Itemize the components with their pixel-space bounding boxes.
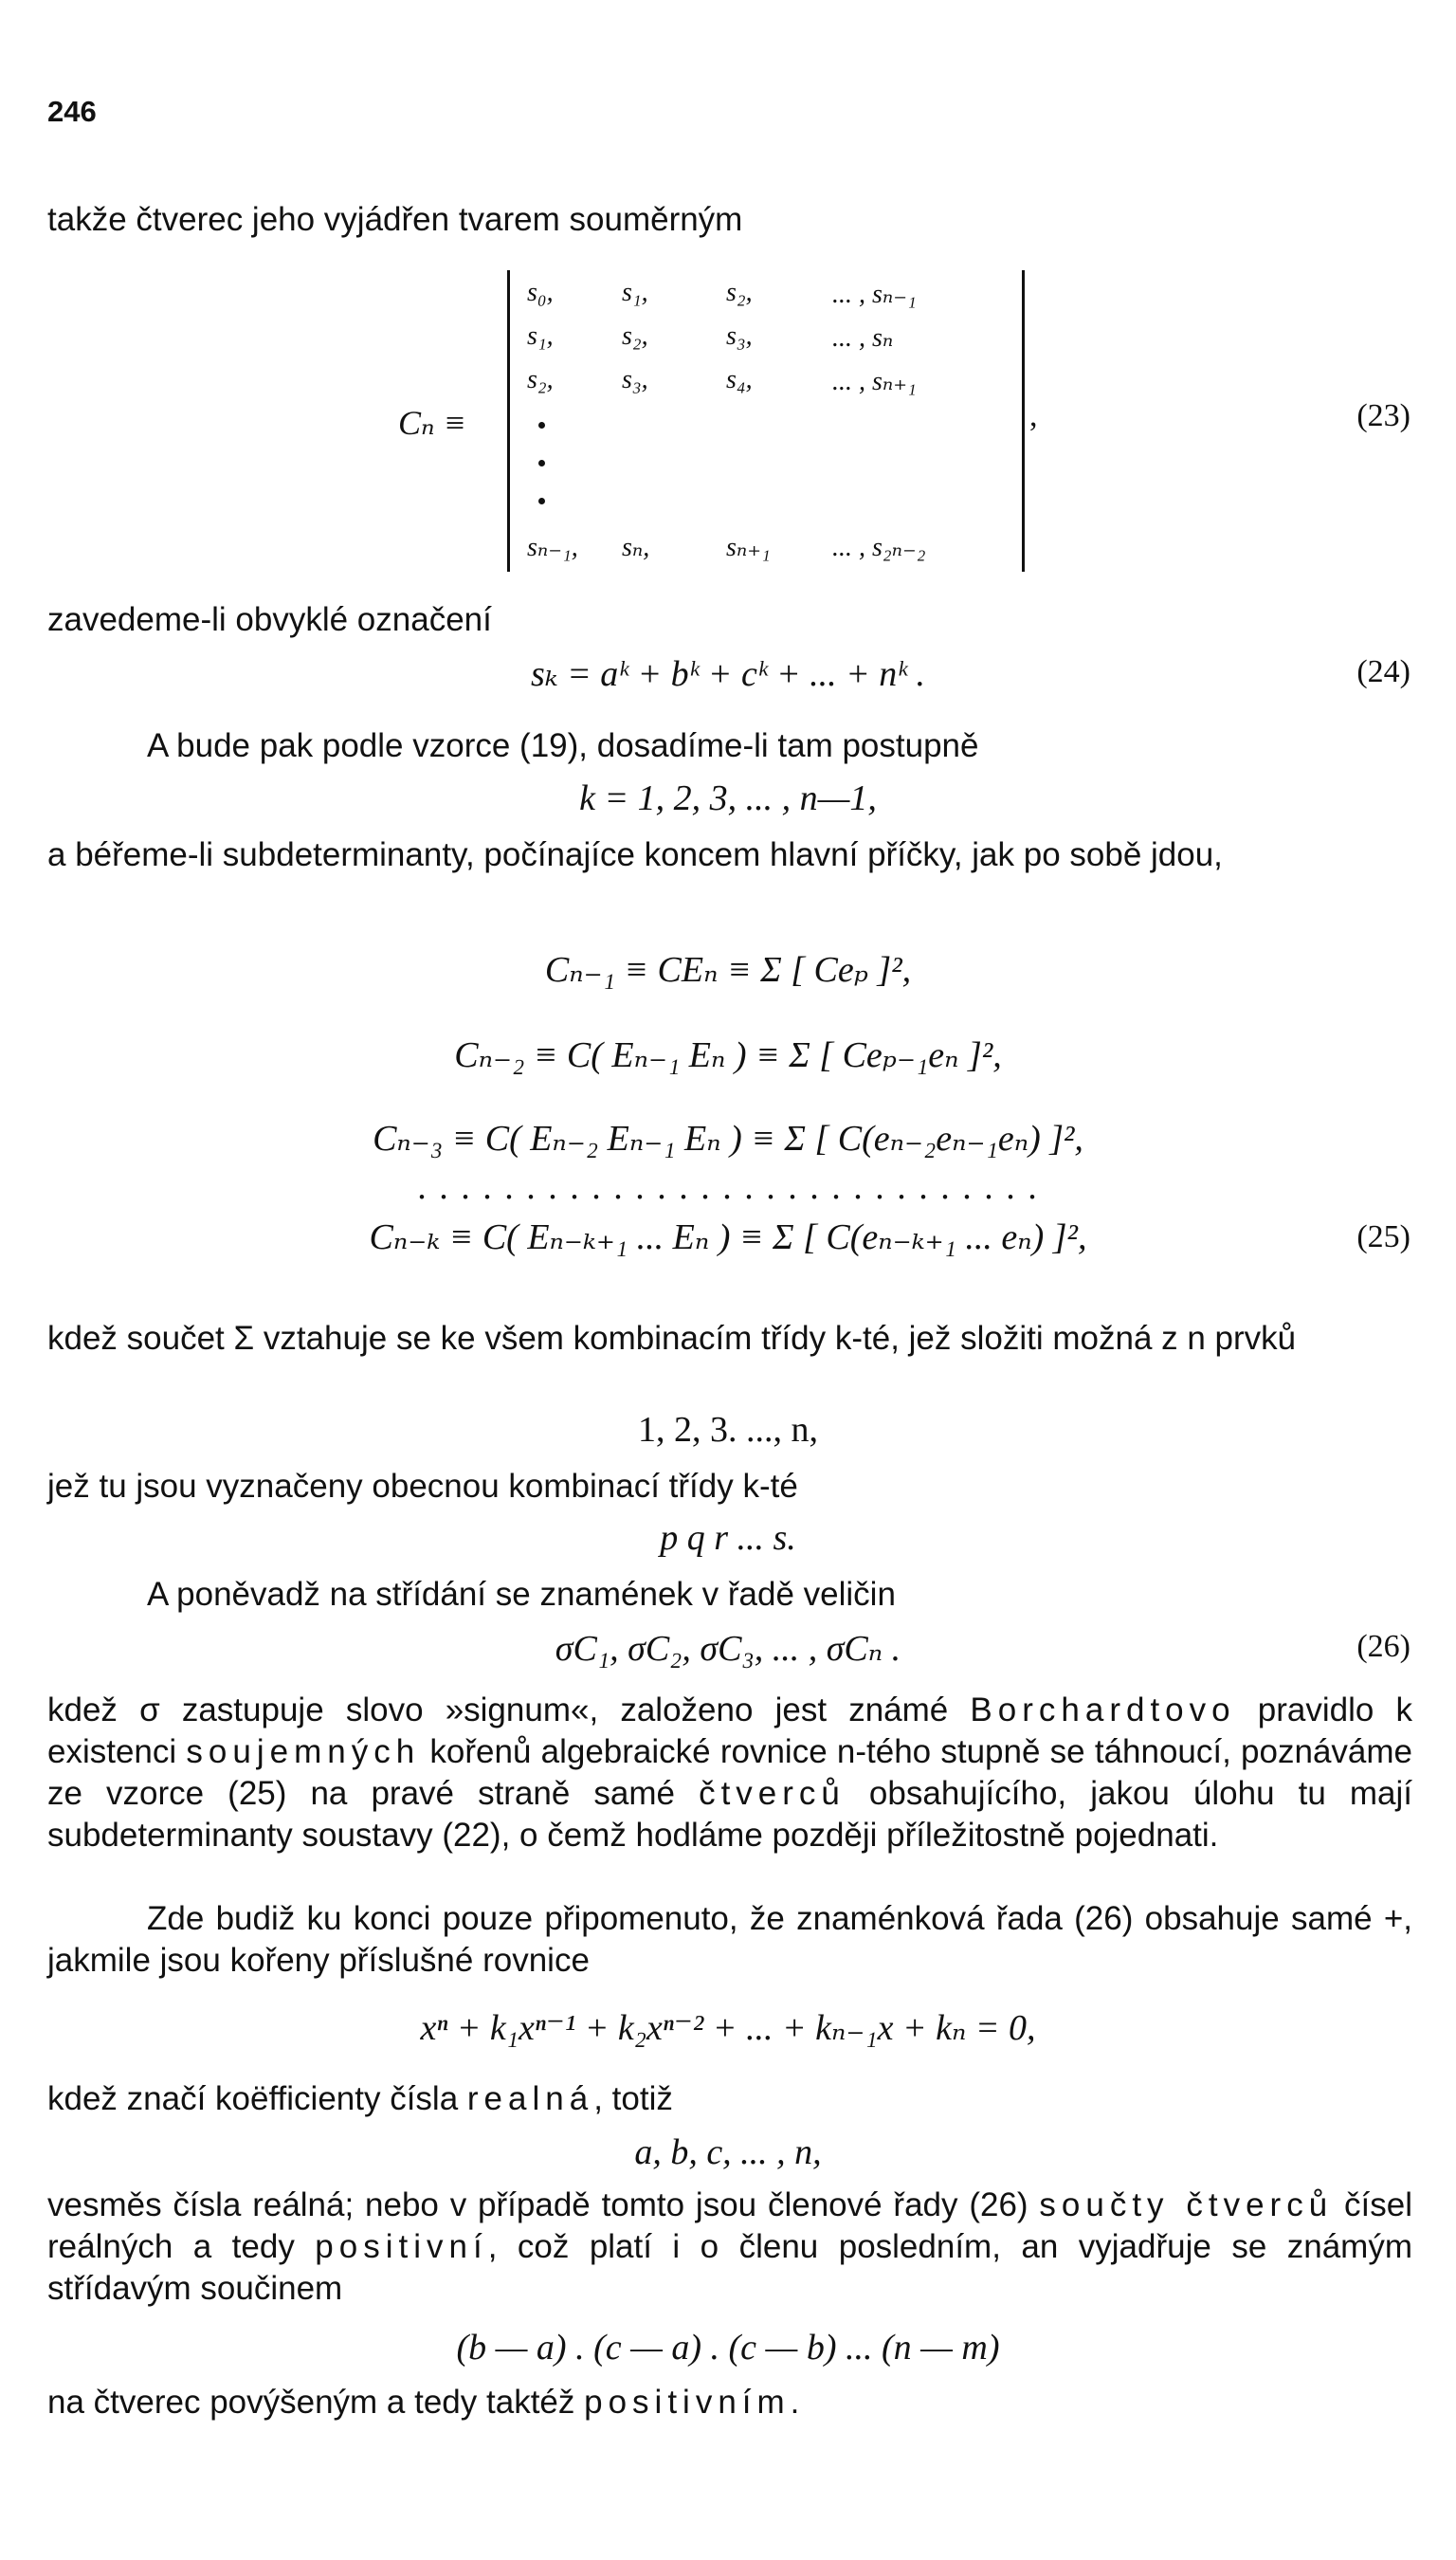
paragraph-sigma-text-2: pravidlo k existenci [47, 1691, 1412, 1770]
equation-number-24: (24) [1356, 654, 1410, 689]
matrix-cell: s₃, [726, 321, 753, 351]
matrix-cell: sₙ, [622, 533, 650, 562]
matrix-cell: ... , sₙ₋₁ [832, 280, 917, 309]
sequence-1-to-n: 1, 2, 3. ..., n, [638, 1410, 818, 1450]
matrix-cell: ... , sₙ [832, 323, 894, 353]
equation-number-26: (26) [1356, 1629, 1410, 1664]
k-values: k = 1, 2, 3, ... , n—1, [579, 778, 877, 818]
paragraph-sigma-text-1: kdež σ zastupuje slovo »signum«, založeno jest známé [47, 1691, 971, 1728]
matrix-comma: , [1029, 398, 1038, 433]
equation-25-dots: . . . . . . . . . . . . . . . . . . . . . . . . . . . . . [417, 1167, 1039, 1207]
vertical-dot [538, 460, 545, 466]
line-jez: jež tu jsou vyznačeny obecnou kombinací třídy k-té [47, 1468, 798, 1505]
spaced-positivni: positivní [315, 2228, 488, 2265]
spaced-borchardtovo: Borchardtovo [970, 1691, 1236, 1728]
polynomial-equation: xⁿ + k₁xⁿ⁻¹ + k₂xⁿ⁻² + ... + kₙ₋₁x + kₙ = 0, [420, 2008, 1036, 2048]
equation-26: σC₁, σC₂, σC₃, ... , σCₙ . [555, 1629, 901, 1669]
spaced-realna: realná [466, 2080, 594, 2117]
paragraph-sigma [47, 1690, 1412, 1856]
paragraph-soucet: kdež součet Σ vztahuje se ke všem kombinacím třídy k-té, jež složiti možná z n prvků [47, 1320, 1297, 1357]
paragraph-bereme: a béřeme-li subdeterminanty, počínajíce koncem hlavní příčky, jak po sobě jdou, [47, 836, 1223, 873]
paragraph-vesmes-text-2: čísel reálných a tedy [47, 2186, 1412, 2265]
line-koeficienty [47, 2078, 1412, 2120]
spaced-ctvercu: čtverců [699, 1775, 846, 1812]
matrix-cell: s₂, [622, 321, 648, 351]
equation-25-line-1: Cₙ₋₁ ≡ CEₙ ≡ Σ [ Ceₚ ]², [544, 950, 912, 990]
equation-number-25: (25) [1356, 1219, 1410, 1254]
matrix-cell: ... , s₂ₙ₋₂ [832, 533, 926, 562]
equation-25-line-2: Cₙ₋₂ ≡ C( Eₙ₋₁ Eₙ ) ≡ Σ [ Ceₚ₋₁eₙ ]², [454, 1035, 1002, 1075]
matrix-cell: s₀, [527, 278, 554, 307]
equation-24: sₖ = aᵏ + bᵏ + cᵏ + ... + nᵏ . [531, 654, 925, 694]
equation-number-23: (23) [1356, 398, 1410, 433]
page-number: 246 [47, 95, 97, 128]
matrix-cell: sₙ₋₁, [527, 533, 578, 562]
paragraph-vesmes-text-1: vesměs čísla reálná; nebo v případě tomto jsou členové řady (26) [47, 2186, 1040, 2223]
spaced-soujemnych: soujemných [186, 1733, 421, 1770]
spaced-positivnim: positivním [584, 2384, 791, 2421]
matrix-cell: s₁, [622, 278, 648, 307]
line-final-text-1: na čtverec povýšeným a tedy taktéž [47, 2384, 585, 2421]
line-ponevadz: A poněvadž na střídání se znamének v řadě veličin [147, 1576, 896, 1613]
determinant-matrix [507, 270, 1025, 572]
line-bude: A bude pak podle vzorce (19), dosadíme-li tam postupně [147, 727, 979, 764]
line-zavedeme: zavedeme-li obvyklé označení [47, 601, 492, 638]
equation-25-line-3: Cₙ₋₃ ≡ C( Eₙ₋₂ Eₙ₋₁ Eₙ ) ≡ Σ [ C(eₙ₋₂eₙ₋₁eₙ) ]², [373, 1119, 1083, 1159]
intro-line: takže čtverec jeho vyjádřen tvarem souměrným [47, 201, 743, 238]
paragraph-zde: Zde budiž ku konci pouze připomenuto, že znaménková řada (26) obsahuje samé +, jakmile jsou kořeny příslušné rovnice [47, 1900, 1412, 1979]
line-final [47, 2382, 1412, 2423]
matrix-cell: ... , sₙ₊₁ [832, 367, 917, 396]
matrix-cell: sₙ₊₁ [726, 533, 771, 562]
matrix-cell: s₂, [726, 278, 753, 307]
matrix-cell: s₂, [527, 365, 554, 394]
line-koeficienty-text-2: , totiž [593, 2080, 673, 2117]
paragraph-sigma-text-4: obsahujícího, jakou úlohu tu mají subdeterminanty soustavy (22), o čemž hodláme později příležitostně pojednati. [47, 1775, 1412, 1854]
product-expression: (b — a) . (c — a) . (c — b) ... (n — m) [456, 2328, 1000, 2368]
paragraph-vesmes [47, 2185, 1412, 2310]
matrix-cell: s₁, [527, 321, 554, 351]
vertical-dot [538, 422, 545, 429]
paragraph-vesmes-text-3: , což platí i o členu posledním, an vyjadřuje se známým střídavým součinem [47, 2228, 1412, 2307]
combination-pqrs: p q r ... s. [660, 1518, 796, 1558]
line-koeficienty-text-1: kdež značí koëfficienty čísla [47, 2080, 467, 2117]
matrix-cell: s₃, [622, 365, 648, 394]
spaced-soucty-ctvercu: součty čtverců [1039, 2186, 1334, 2223]
vertical-dot [538, 498, 545, 504]
matrix-cell: s₄, [726, 365, 753, 394]
matrix-lhs: Cₙ ≡ [398, 404, 466, 442]
sequence-abc: a, b, c, ... , n, [634, 2132, 822, 2172]
line-final-text-2: . [790, 2384, 800, 2421]
paragraph-sigma-text-3: kořenů algebraické rovnice n-tého stupně se táhnoucí, poznáváme ze vzorce (25) na pravé straně samé [47, 1733, 1413, 1812]
equation-25-line-k: Cₙ₋ₖ ≡ C( Eₙ₋ₖ₊₁ ... Eₙ ) ≡ Σ [ C(eₙ₋ₖ₊₁ ... eₙ) ]², [369, 1217, 1087, 1257]
